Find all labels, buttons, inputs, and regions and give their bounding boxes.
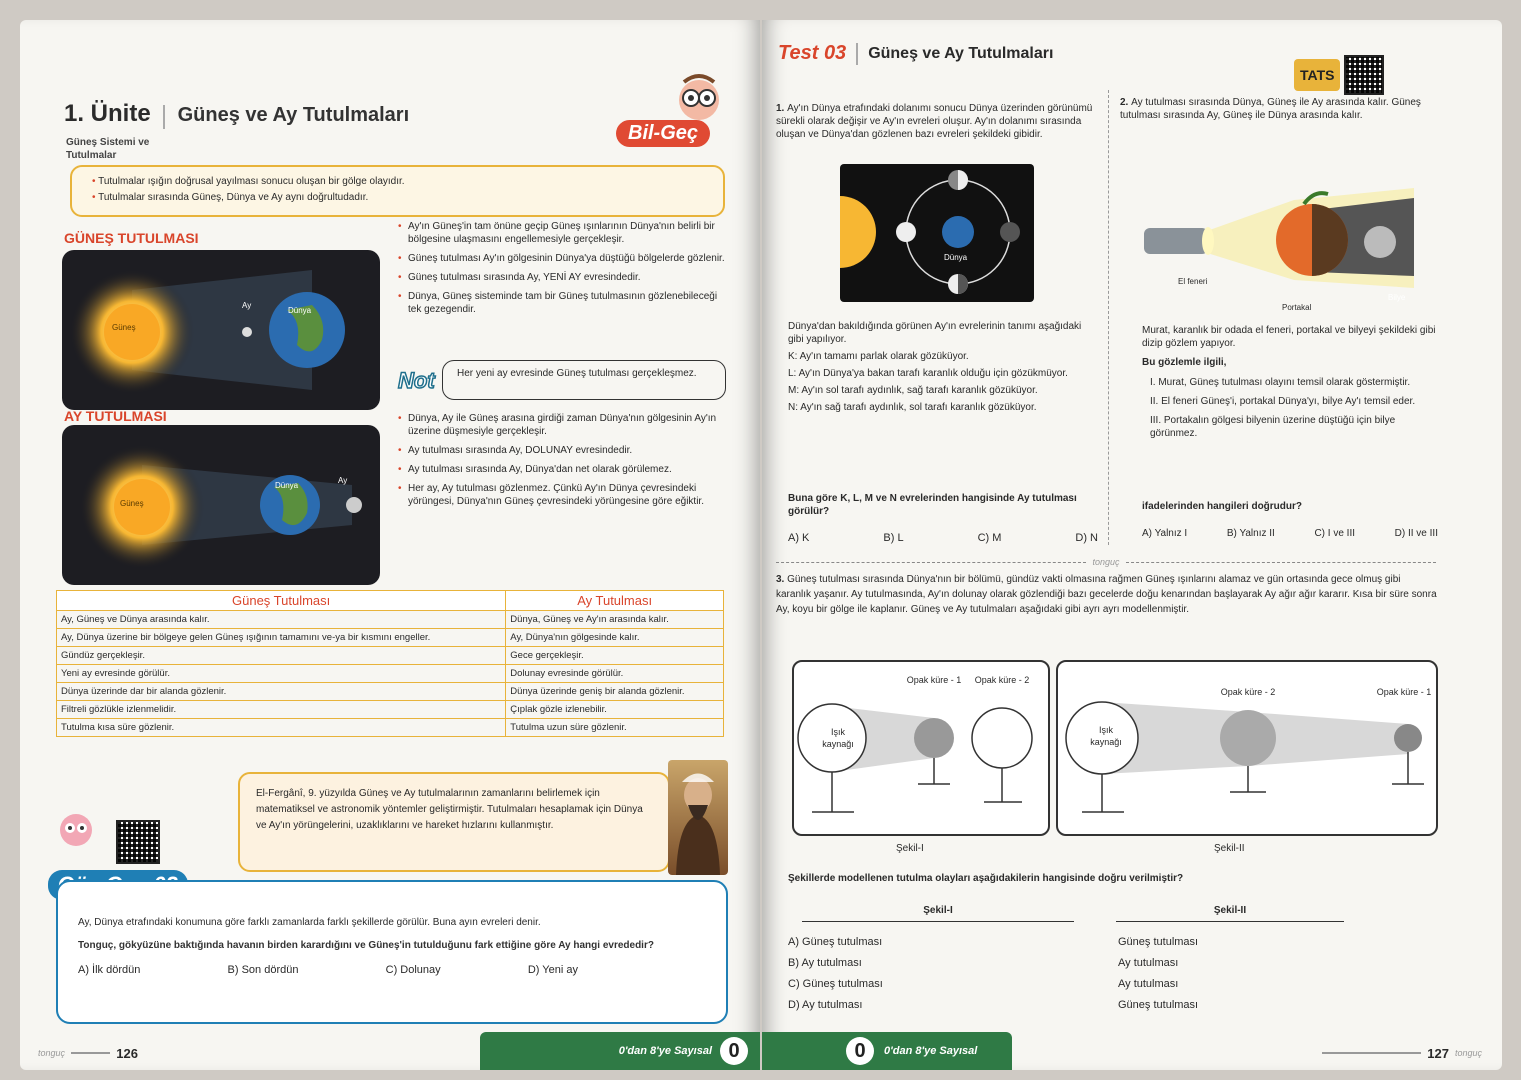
table-cell: Yeni ay evresinde görülür. [57,665,506,683]
option-c-shape2: Ay tutulması [1118,978,1179,990]
section-separator [776,556,1436,568]
option-a[interactable]: A) Yalnız I [1142,528,1188,539]
note-text: Her yeni ay evresinde Güneş tutulması gerçekleşmez. [442,360,726,400]
q2-prompt-2: ifadelerinden hangileri doğrudur? [1142,501,1303,512]
option-a[interactable]: A) İlk dördün [78,964,141,976]
note-label: Not [398,368,435,393]
option-d-shape2: Güneş tutulması [1118,999,1199,1011]
table-row [57,665,724,683]
tats-label: TATS [1294,59,1340,91]
q2-items [1150,376,1438,446]
option-b[interactable]: B) L [883,532,904,544]
earth-label: Dünya [275,481,299,490]
fergani-box [238,772,670,872]
page-number: 126 [116,1045,138,1061]
table-cell: Dünya üzerinde geniş bir alanda gözlenir. [506,683,724,701]
figure-1-caption: Şekil-I [896,843,924,854]
series-footer [480,1032,760,1070]
tats-badge [1294,52,1434,98]
figure-2-caption: Şekil-II [1214,843,1245,854]
option-c[interactable] [788,978,1348,999]
question-text: Ay, Dünya etrafındaki konumuna göre farklı zamanlarda farklı şekillerde görülür. Buna ayın evreleri denir. [78,917,541,928]
option-b[interactable] [788,957,1348,978]
option-d[interactable] [788,999,1348,1020]
earth-label: Dünya [944,253,968,262]
table-cell: Gündüz gerçekleşir. [57,647,506,665]
q3-prompt: Şekillerde modellenen tutulma olayları aşağıdakilerin hangisinde doğru verilmiştir? [788,873,1184,884]
moon-label: Ay [242,301,252,310]
mascot-icon [674,72,724,124]
unit-title: Güneş ve Ay Tutulmaları [177,104,410,126]
question-prompt: Tonguç, gökyüzüne baktığında havanın birden karardığını ve Güneş'in tutulduğunu fark ettiğine göre Ay hangi evrededir? [78,940,654,951]
option-c-shape1: C) Güneş tutulması [788,978,883,990]
option-b[interactable]: B) Son dördün [227,964,299,976]
column-divider [1108,90,1109,545]
question-3: 3. Güneş tutulması sırasında Dünya'nın bir bölümü, gündüz vakti olmasına rağmen Güneş ışınlarını alamaz ve gün ortasında gece olmuş gibi karanlık yaşanır. Ay tutulmasında, Ay'ın dolunay olarak gözlendiği bazı gecelerde doğu kenarından başlayarak Ay ağır ağır kararır. Kısa bir süre sonra Ay, koyu bir gölge ile kaplanır. Güneş ve Ay tutulmaları aşağıdaki gibi ayrı ayrı modellenmiştir. [776,574,1437,615]
footer-brand: tonguç [38,1048,66,1058]
q2-text: Ay tutulması sırasında Dünya, Güneş ile Ay arasında kalır. Güneş tutulması sırasında Ay, Güneş ile Dünya arasında kalır. [1120,97,1421,121]
test-header [778,42,1053,65]
question-2: 2. Ay tutulması sırasında Dünya, Güneş ile Ay arasında kalır. Güneş tutulması sırasında Ay, Güneş ile Dünya arasında kalır. [1120,97,1421,121]
table-cell: Tutulma kısa süre gözlenir. [57,719,506,737]
option-b-shape2: Ay tutulması [1118,957,1179,969]
qr-code-icon[interactable] [1344,55,1384,95]
opaque-sphere-1-label: Opak küre - 1 [906,675,962,685]
option-a-shape2: Güneş tutulması [1118,936,1199,948]
list-item: III. Portakalın gölgesi bilyenin üzerine düştüğü için bilye görünmez. [1150,415,1396,439]
list-item: • Güneş tutulması sırasında Ay, YENİ AY evresindedir. [398,271,728,284]
option-c[interactable]: C) M [977,532,1002,544]
figure-1 [792,660,1050,836]
table-cell: Dünya, Güneş ve Ay'ın arasında kalır. [506,611,724,629]
unit-header [64,100,409,129]
q3-text: Güneş tutulması sırasında Dünya'nın bir bölümü, gündüz vakti olmasına rağmen Güneş ışınlarını alamaz ve gün ortasında gece olmuş gibi karanlık yaşanır. Ay tutulmasında, Ay'ın dolunay olarak gözlendiği bazı gecelerde doğu kenarından başlayarak Ay ağır ağır kararır. Kısa bir süre sonra Ay, koyu bir gölge ile kaplanır. Güneş ve Ay tutulmaları aşağıdaki gibi ayrı ayrı modellenmiştir. [776,574,1437,615]
light-source-label: Işık kaynağı [822,727,854,749]
option-a[interactable] [788,936,1348,957]
list-item: • Dünya, Güneş sisteminde tam bir Güneş tutulmasının gözlenebileceği tek gezegendir. [398,290,728,316]
table-cell: Filtreli gözlükle izlenmelidir. [57,701,506,719]
q1-prompt: Buna göre K, L, M ve N evrelerinden hangisinde Ay tutulması görülür? [788,493,1077,517]
flashlight-label: El feneri [1178,277,1208,286]
moon-phases-image [840,164,1034,302]
list-item: L: Ay'ın Dünya'ya bakan tarafı karanlık olduğu için gözükmüyor. [788,368,1068,379]
list-item: N: Ay'ın sağ tarafı aydınlık, sol tarafı karanlık gözüküyor. [788,402,1037,413]
table-row [57,647,724,665]
table-cell: Ay, Dünya'nın gölgesinde kalır. [506,629,724,647]
series-name: 0'dan 8'ye Sayısal [884,1045,978,1057]
fergani-text: El-Fergânî, 9. yüzyılda Güneş ve Ay tutulmalarının zamanlarını belirlemek için matematiksel ve astronomik yöntemler geliştirmiştir. Tutulmaları hesaplamak için Dünya ve Ay'ın yörüngelerini, uzaklıklarını ve hareket hızlarını kullanmıştır. [256,788,643,831]
table-cell: Gece gerçekleşir. [506,647,724,665]
opaque-sphere-2-label: Opak küre - 2 [1220,687,1276,697]
q3-column-1: Şekil-I [802,904,1074,922]
solar-eclipse-image [62,250,380,410]
solar-heading: GÜNEŞ TUTULMASI [64,230,199,246]
series-footer [762,1032,1012,1070]
option-b-shape1: B) Ay tutulması [788,957,862,969]
note-box [398,360,728,402]
lunar-points [398,412,728,514]
list-item: • Ay tutulması sırasında Ay, DOLUNAY evresindedir. [398,444,728,457]
table-row [57,611,724,629]
sun-label: Güneş [112,323,136,332]
list-item: • Ay'ın Güneş'in tam önüne geçip Güneş ışınlarının Dünya'nın belirli bir bölgesine ulaşmasını engellemesiyle gerçekleşir. [398,220,728,246]
solar-points [398,220,728,322]
callout-item: Tutulmalar ışığın doğrusal yayılması sonucu oluşan bir gölge olayıdır. [98,176,405,187]
earth-label: Dünya [288,306,312,315]
series-badge: 0 [846,1037,874,1065]
option-d[interactable]: D) N [1075,532,1098,544]
test-title: Güneş ve Ay Tutulmaları [868,44,1054,62]
lunar-eclipse-image [62,425,380,585]
callout-item: Tutulmalar sırasında Güneş, Dünya ve Ay aynı doğrultudadır. [98,192,369,203]
separator-label: tonguç [1092,557,1120,567]
page-number: 127 [1427,1045,1449,1061]
table-row [57,683,724,701]
table-header: Ay Tutulması [506,591,724,611]
option-d[interactable]: D) Yeni ay [527,964,578,976]
q1-options [788,532,1098,544]
moon-label: Ay [338,476,348,485]
table-cell: Ay, Dünya üzerine bir bölgeye gelen Güneş ışığının tamamını ve-ya bir kısmını engeller. [57,629,506,647]
q3-options [788,936,1348,1020]
table-header: Güneş Tutulması [57,591,506,611]
comparison-table [56,590,724,737]
figure-2 [1056,660,1438,836]
q2-prompt-1: Bu gözlemle ilgili, [1142,357,1227,368]
list-item: M: Ay'ın sol tarafı aydınlık, sağ tarafı karanlık gözüküyor. [788,385,1038,396]
sun-label: Güneş [120,499,144,508]
sidebar-label: Güneş Sistemi ve Tutulmalar [66,137,150,161]
table-cell: Çıplak gözle izlenebilir. [506,701,724,719]
q1-description: Dünya'dan bakıldığında görünen Ay'ın evrelerinin tanımı aşağıdaki gibi yapılıyor. [788,321,1082,345]
qr-code-icon[interactable] [116,820,160,864]
list-item: II. El feneri Güneş'i, portakal Dünya'yı, bilye Ay'ı temsil eder. [1150,396,1416,407]
list-item: • Güneş tutulması Ay'ın gölgesinin Dünya'ya düştüğü bölgelerde gözlenir. [398,252,728,265]
table-cell: Dünya üzerinde dar bir alanda gözlenir. [57,683,506,701]
table-cell: Tutulma uzun süre gözlenir. [506,719,724,737]
option-c[interactable]: C) Dolunay [385,964,441,976]
table-cell: Ay, Güneş ve Dünya arasında kalır. [57,611,506,629]
test-label: Test 03 [778,42,847,64]
table-row [57,701,724,719]
option-a-shape1: A) Güneş tutulması [788,936,883,948]
q1-items [788,350,1098,418]
option-d[interactable]: D) II ve III [1394,528,1438,539]
series-name: 0'dan 8'ye Sayısal [618,1045,712,1057]
marble-label: Bilye [1388,293,1406,302]
question-1: 1. Ay'ın Dünya etrafındaki dolanımı sonucu Dünya üzerinden görünümü sürekli olarak değişir ve Ay'ın evreleri oluşur. Ay'ın dolanımı sırasında oluşan ve Dünya'dan gözlenen bazı evreleri şekildeki gibidir. [776,103,1093,140]
q3-column-2: Şekil-II [1116,904,1344,922]
q2-description: Murat, karanlık bir odada el feneri, portakal ve bilyeyi şekildeki gibi dizip gözlem yapıyor. [1142,325,1436,349]
portrait-image [668,760,728,875]
lunar-heading: AY TUTULMASI [64,408,167,424]
list-item: • Dünya, Ay ile Güneş arasına girdiği zaman Dünya'nın gölgesinin Ay'ın üzerine düşmesiyle gerçekleşir. [398,412,728,438]
right-page [762,20,1502,1070]
series-badge: 0 [720,1037,748,1065]
list-item: I. Murat, Güneş tutulması olayını temsil olarak göstermiştir. [1150,377,1411,388]
definition-callout: • Tutulmalar ışığın doğrusal yayılması sonucu oluşan bir gölge olayıdır. • Tutulmalar sırasında Güneş, Dünya ve Ay aynı doğrultudadır. [70,165,725,217]
table-row [57,719,724,737]
orange-label: Portakal [1282,303,1312,312]
list-item: • Ay tutulması sırasında Ay, Dünya'dan net olarak görülemez. [398,463,728,476]
opaque-sphere-1-label: Opak küre - 1 [1376,687,1432,697]
option-b[interactable]: B) Yalnız II [1226,528,1275,539]
question-box [56,880,728,1024]
q1-text: Ay'ın Dünya etrafındaki dolanımı sonucu Dünya üzerinden görünümü sürekli olarak değişir ve Ay'ın evreleri oluşur. Ay'ın dolanımı sırasında oluşan ve Dünya'dan gözlenen bazı evreleri şekildeki gibidir. [776,103,1093,140]
page-footer [38,1046,138,1060]
table-cell: Dolunay evresinde görülür. [506,665,724,683]
option-d-shape1: D) Ay tutulması [788,999,863,1011]
option-a[interactable]: A) K [788,532,810,544]
left-page [20,20,760,1070]
footer-brand: tonguç [1454,1048,1482,1058]
q2-options [1142,528,1438,539]
list-item: K: Ay'ın tamamı parlak olarak gözüküyor. [788,351,969,362]
bilgec-badge: Bil-Geç [616,120,710,147]
list-item: • Her ay, Ay tutulması gözlenmez. Çünkü Ay'ın Dünya çevresindeki yörüngesi, Dünya'nın Güneş çevresindeki yörüngesine göre eğiktir. [398,482,728,508]
unit-number: 1. Ünite [64,100,151,127]
mascot-small-icon [56,806,96,856]
option-c[interactable]: C) I ve III [1314,528,1356,539]
table-row [57,629,724,647]
opaque-sphere-2-label: Opak küre - 2 [974,675,1030,685]
page-footer [1322,1046,1482,1060]
light-source-label: Işık kaynağı [1090,725,1122,747]
